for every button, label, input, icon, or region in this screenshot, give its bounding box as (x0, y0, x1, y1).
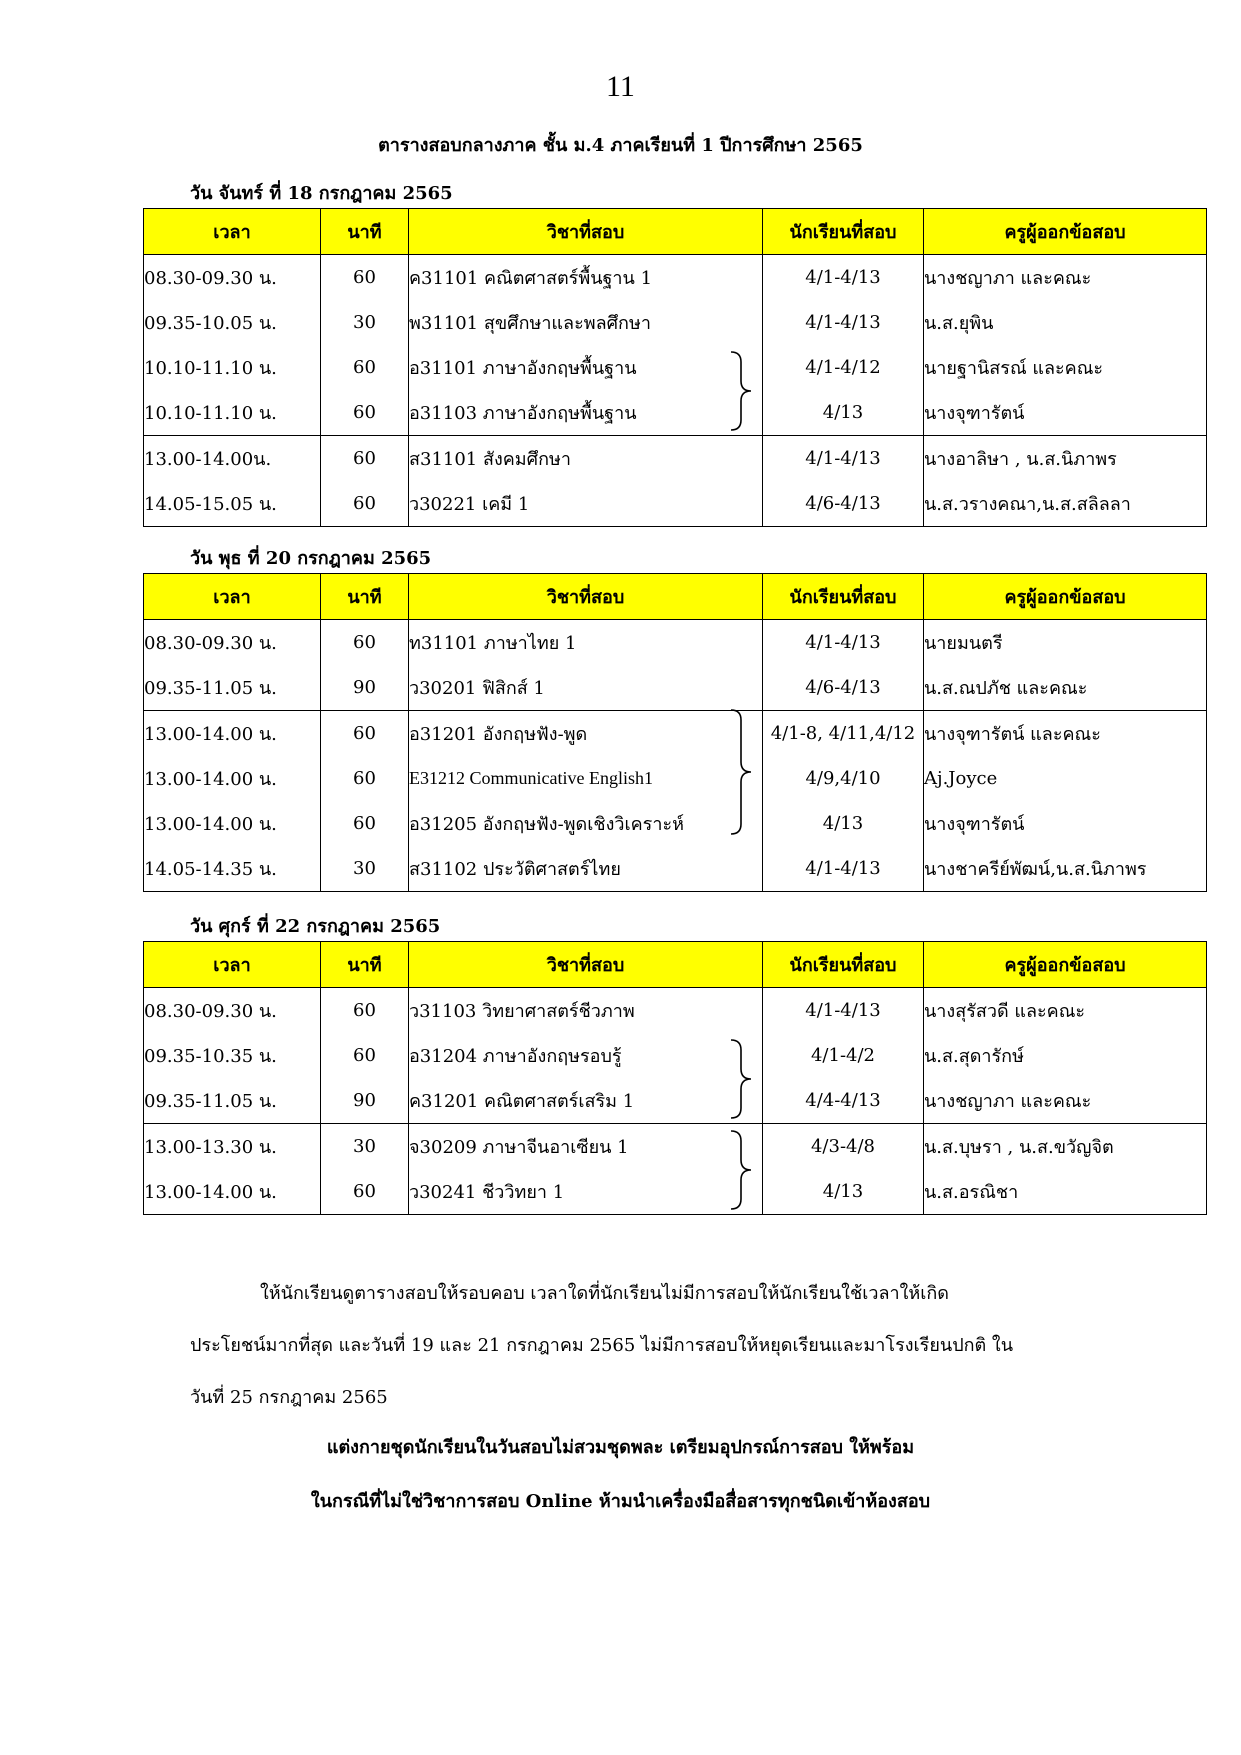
table-row (144, 665, 1207, 711)
minutes-cell: 60 (321, 255, 409, 301)
subject-cell: พ31101 สุขศึกษาและพลศึกษา (409, 300, 763, 345)
teacher-cell: น.ส.อรณิชา (924, 1169, 1207, 1215)
subject-cell: ว30221 เคมี 1 (409, 481, 763, 527)
teacher-cell: นางชญาภา และคณะ (924, 1078, 1207, 1124)
right-brace-icon (728, 1128, 754, 1212)
table-row (144, 846, 1207, 892)
minutes-cell: 60 (321, 1033, 409, 1078)
subject-cell: ว31103 วิทยาศาสตร์ชีวภาพ (409, 988, 763, 1034)
students-cell: 4/13 (763, 801, 924, 846)
day-heading-monday: วัน จันทร์ ที่ 18 กรกฎาคม 2565 (190, 183, 453, 204)
table-row (144, 620, 1207, 666)
time-cell: 09.35-10.35 น. (144, 1033, 321, 1078)
time-cell: 08.30-09.30 น. (144, 255, 321, 301)
teacher-cell: น.ส.วรางคณา,น.ส.สลิลลา (924, 481, 1207, 527)
teacher-cell: น.ส.สุดารักษ์ (924, 1033, 1207, 1078)
header-minutes: นาที (321, 209, 409, 255)
table-header-row (144, 209, 1207, 255)
students-cell: 4/6-4/13 (763, 481, 924, 527)
header-teacher: ครูผู้ออกข้อสอบ (924, 942, 1207, 988)
table-row (144, 756, 1207, 801)
students-cell: 4/13 (763, 1169, 924, 1215)
subject-cell: อ31205 อังกฤษฟัง-พูดเชิงวิเคราะห์ (409, 801, 763, 846)
table-row (144, 988, 1207, 1034)
table-row (144, 255, 1207, 301)
table-header-row (144, 574, 1207, 620)
document-title: ตารางสอบกลางภาค ชั้น ม.4 ภาคเรียนที่ 1 ปีการศึกษา 2565 (378, 135, 863, 156)
table-header-row (144, 942, 1207, 988)
students-cell: 4/6-4/13 (763, 665, 924, 711)
subject-cell (409, 711, 763, 757)
students-cell: 4/4-4/13 (763, 1078, 924, 1124)
teacher-cell: นางจุฑารัตน์ (924, 390, 1207, 436)
minutes-cell: 60 (321, 620, 409, 666)
minutes-cell: 60 (321, 756, 409, 801)
table-row (144, 300, 1207, 345)
subject-text: อ31201 อังกฤษฟัง-พูด (409, 724, 588, 745)
minutes-cell: 90 (321, 665, 409, 711)
time-cell: 09.35-11.05 น. (144, 1078, 321, 1124)
table-row (144, 345, 1207, 390)
minutes-cell: 30 (321, 300, 409, 345)
header-teacher: ครูผู้ออกข้อสอบ (924, 574, 1207, 620)
teacher-cell: นางอาลิษา , น.ส.นิภาพร (924, 436, 1207, 482)
subject-cell: E31212 Communicative English1 (409, 756, 763, 801)
time-cell: 10.10-11.10 น. (144, 345, 321, 390)
subject-cell: อ31103 ภาษาอังกฤษพื้นฐาน (409, 390, 763, 436)
students-cell: 4/1-4/2 (763, 1033, 924, 1078)
table-row (144, 801, 1207, 846)
subject-text: อ31204 ภาษาอังกฤษรอบรู้ (409, 1046, 622, 1067)
schedule-table-monday (143, 208, 1207, 527)
note-line-2: ในกรณีที่ไม่ใช่วิชาการสอบ Online ห้ามนำเครื่องมือสื่อสารทุกชนิดเข้าห้องสอบ (310, 1491, 931, 1512)
subject-cell (409, 1124, 763, 1170)
teacher-cell: นางชญาภา และคณะ (924, 255, 1207, 301)
time-cell: 10.10-11.10 น. (144, 390, 321, 436)
time-cell: 09.35-10.05 น. (144, 300, 321, 345)
minutes-cell: 60 (321, 390, 409, 436)
header-subject: วิชาที่สอบ (409, 209, 763, 255)
right-brace-icon (728, 1037, 754, 1121)
subject-cell (409, 1033, 763, 1078)
header-minutes: นาที (321, 574, 409, 620)
header-time: เวลา (144, 209, 321, 255)
minutes-cell: 30 (321, 1124, 409, 1170)
students-cell: 4/1-4/13 (763, 300, 924, 345)
subject-text: จ30209 ภาษาจีนอาเซียน 1 (409, 1137, 629, 1158)
time-cell: 13.00-13.30 น. (144, 1124, 321, 1170)
students-cell: 4/9,4/10 (763, 756, 924, 801)
note-line-1: แต่งกายชุดนักเรียนในวันสอบไม่สวมชุดพละ เตรียมอุปกรณ์การสอบ ให้พร้อม (326, 1437, 915, 1458)
subject-cell (409, 345, 763, 390)
subject-cell: ส31101 สังคมศึกษา (409, 436, 763, 482)
table-row (144, 1033, 1207, 1078)
time-cell: 14.05-14.35 น. (144, 846, 321, 892)
header-minutes: นาที (321, 942, 409, 988)
table-row (144, 1124, 1207, 1170)
subject-cell: ว30241 ชีววิทยา 1 (409, 1169, 763, 1215)
header-time: เวลา (144, 942, 321, 988)
subject-cell: ค31101 คณิตศาสตร์พื้นฐาน 1 (409, 255, 763, 301)
paragraph-line-3: วันที่ 25 กรกฎาคม 2565 (190, 1387, 388, 1408)
day-heading-friday: วัน ศุกร์ ที่ 22 กรกฎาคม 2565 (190, 916, 441, 937)
header-students: นักเรียนที่สอบ (763, 209, 924, 255)
right-brace-icon (728, 707, 754, 837)
teacher-cell: นางจุฑารัตน์ (924, 801, 1207, 846)
teacher-cell: น.ส.ณปภัช และคณะ (924, 665, 1207, 711)
right-brace-icon (728, 349, 754, 433)
paragraph-line-1 (190, 1268, 1150, 1320)
paragraph-line-1-text: ให้นักเรียนดูตารางสอบให้รอบคอบ เวลาใดที่นักเรียนไม่มีการสอบให้นักเรียนใช้เวลาให้เกิด (260, 1283, 949, 1304)
paragraph-line-2: ประโยชน์มากที่สุด และวันที่ 19 และ 21 กรกฎาคม 2565 ไม่มีการสอบให้หยุดเรียนและมาโรงเรียนปกติ ใน (190, 1335, 1014, 1356)
header-teacher: ครูผู้ออกข้อสอบ (924, 209, 1207, 255)
subject-text: อ31101 ภาษาอังกฤษพื้นฐาน (409, 358, 637, 379)
students-cell: 4/1-8, 4/11,4/12 (763, 711, 924, 757)
header-subject: วิชาที่สอบ (409, 942, 763, 988)
students-cell: 4/1-4/13 (763, 846, 924, 892)
students-cell: 4/1-4/12 (763, 345, 924, 390)
subject-cell: ว30201 ฟิสิกส์ 1 (409, 665, 763, 711)
time-cell: 14.05-15.05 น. (144, 481, 321, 527)
minutes-cell: 60 (321, 801, 409, 846)
students-cell: 4/1-4/13 (763, 988, 924, 1034)
time-cell: 13.00-14.00 น. (144, 801, 321, 846)
time-cell: 08.30-09.30 น. (144, 620, 321, 666)
subject-cell: ค31201 คณิตศาสตร์เสริม 1 (409, 1078, 763, 1124)
header-subject: วิชาที่สอบ (409, 574, 763, 620)
teacher-cell: น.ส.บุษรา , น.ส.ขวัญจิต (924, 1124, 1207, 1170)
day-heading-wednesday: วัน พุธ ที่ 20 กรกฎาคม 2565 (190, 548, 432, 569)
time-cell: 13.00-14.00 น. (144, 756, 321, 801)
students-cell: 4/3-4/8 (763, 1124, 924, 1170)
table-row (144, 436, 1207, 482)
time-cell: 13.00-14.00 น. (144, 711, 321, 757)
students-cell: 4/1-4/13 (763, 255, 924, 301)
students-cell: 4/13 (763, 390, 924, 436)
teacher-cell: Aj.Joyce (924, 756, 1207, 801)
teacher-cell: น.ส.ยุพิน (924, 300, 1207, 345)
time-cell: 13.00-14.00น. (144, 436, 321, 482)
header-students: นักเรียนที่สอบ (763, 942, 924, 988)
minutes-cell: 60 (321, 481, 409, 527)
teacher-cell: นางจุฑารัตน์ และคณะ (924, 711, 1207, 757)
teacher-cell: นายมนตรี (924, 620, 1207, 666)
teacher-cell: นางสุรัสวดี และคณะ (924, 988, 1207, 1034)
students-cell: 4/1-4/13 (763, 436, 924, 482)
schedule-table-friday (143, 941, 1207, 1215)
header-time: เวลา (144, 574, 321, 620)
instructions-paragraph (190, 1268, 1150, 1424)
minutes-cell: 60 (321, 988, 409, 1034)
schedule-table-wednesday (143, 573, 1207, 892)
minutes-cell: 60 (321, 1169, 409, 1215)
header-students: นักเรียนที่สอบ (763, 574, 924, 620)
minutes-cell: 60 (321, 436, 409, 482)
minutes-cell: 90 (321, 1078, 409, 1124)
table-row (144, 1078, 1207, 1124)
teacher-cell: นายฐานิสรณ์ และคณะ (924, 345, 1207, 390)
minutes-cell: 30 (321, 846, 409, 892)
time-cell: 08.30-09.30 น. (144, 988, 321, 1034)
time-cell: 13.00-14.00 น. (144, 1169, 321, 1215)
table-row (144, 711, 1207, 757)
time-cell: 09.35-11.05 น. (144, 665, 321, 711)
students-cell: 4/1-4/13 (763, 620, 924, 666)
teacher-cell: นางชาครีย์พัฒน์,น.ส.นิภาพร (924, 846, 1207, 892)
table-row (144, 481, 1207, 527)
table-row (144, 1169, 1207, 1215)
subject-cell: ท31101 ภาษาไทย 1 (409, 620, 763, 666)
subject-cell: ส31102 ประวัติศาสตร์ไทย (409, 846, 763, 892)
table-row (144, 390, 1207, 436)
minutes-cell: 60 (321, 345, 409, 390)
minutes-cell: 60 (321, 711, 409, 757)
page-number: 11 (606, 70, 635, 103)
